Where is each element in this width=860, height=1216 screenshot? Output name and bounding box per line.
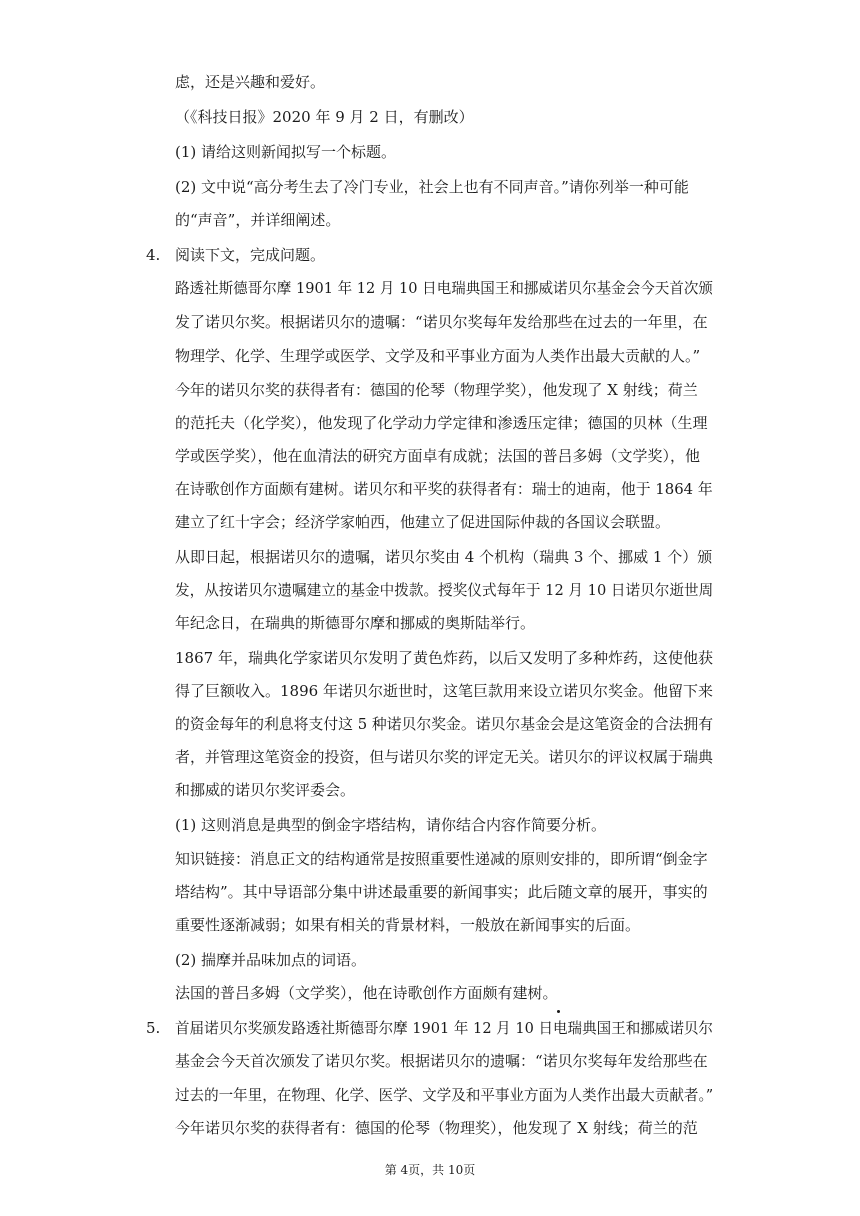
text-line: 发，从按诺贝尔遗嘱建立的基金中拨款。授奖仪式每年于 12 月 10 日诺贝尔逝世周 (175, 581, 714, 599)
emphasis-dot (557, 1010, 560, 1013)
item-number: 4. (146, 246, 161, 264)
text-line: 今年诺贝尔奖的获得者有：德国的伦琴（物理奖），他发现了 X 射线；荷兰的范 (175, 1119, 698, 1137)
citation: （《科技日报》2020 年 9 月 2 日，有删改） (175, 108, 474, 126)
question-2: (2) 揣摩并品味加点的词语。 (175, 951, 367, 969)
text-line: 1867 年，瑞典化学家诺贝尔发明了黄色炸药，以后又发明了多种炸药，这使他获 (175, 649, 713, 667)
text-line: 的资金每年的利息将支付这 5 种诺贝尔奖金。诺贝尔基金会是这笔资金的合法拥有 (175, 715, 714, 733)
page-footer: 第 4页，共 10页 (384, 1163, 476, 1177)
question-2: (2) 文中说“高分考生去了冷门专业，社会上也有不同声音。”请你列举一种可能 (175, 178, 689, 196)
text-line: 学或医学奖），他在血清法的研究方面卓有成就；法国的普吕多姆（文学奖），他 (175, 447, 701, 465)
question-1: (1) 这则消息是典型的倒金字塔结构，请你结合内容作简要分析。 (175, 816, 607, 834)
text-line: 从即日起，根据诺贝尔的遗嘱，诺贝尔奖由 4 个机构（瑞典 3 个、挪威 1 个）颁 (175, 548, 713, 566)
text-line: 发了诺贝尔奖。根据诺贝尔的遗嘱：“诺贝尔奖每年发给那些在过去的一年里，在 (175, 313, 708, 331)
text-line: 物理学、化学、生理学或医学、文学及和平事业方面为人类作出最大贡献的人。” (175, 347, 701, 365)
text-line: 知识链接：消息正文的结构通常是按照重要性递减的原则安排的，即所谓“倒金字 (175, 850, 708, 868)
item-instruction: 阅读下文，完成问题。 (175, 246, 326, 264)
text-line: 虑，还是兴趣和爱好。 (175, 73, 326, 91)
text-line: 路透社斯德哥尔摩 1901 年 12 月 10 日电瑞典国王和挪威诺贝尔基金会今天首次颁 (175, 279, 713, 297)
text-line: 建立了红十字会；经济学家帕西，他建立了促进国际仲裁的各国议会联盟。 (175, 513, 671, 531)
text-line: 重要性逐渐减弱；如果有相关的背景材料，一般放在新闻事实的后面。 (175, 916, 641, 934)
text-line: 得了巨额收入。1896 年诺贝尔逝世时，这笔巨款用来设立诺贝尔奖金。他留下来 (175, 682, 713, 700)
text-line: 在诗歌创作方面颇有建树。诺贝尔和平奖的获得者有：瑞士的迪南，他于 1864 年 (175, 480, 713, 498)
text-line: 的范托夫（化学奖），他发现了化学动力学定律和渗透压定律；德国的贝林（生理 (175, 414, 708, 432)
text-line: 和挪威的诺贝尔奖评委会。 (175, 781, 356, 799)
text-line: 基金会今天首次颁发了诺贝尔奖。根据诺贝尔的遗嘱：“诺贝尔奖每年发给那些在 (175, 1052, 708, 1070)
quoted-sentence: 法国的普吕多姆（文学奖），他在诗歌创作方面颇有建树。 (175, 984, 558, 1002)
text-line: 者，并管理这笔资金的投资，但与诺贝尔奖的评定无关。诺贝尔的评议权属于瑞典 (175, 748, 714, 766)
text-line: 塔结构”。其中导语部分集中讲述最重要的新闻事实；此后随文章的展开，事实的 (175, 883, 708, 901)
text-line: 年纪念日，在瑞典的斯德哥尔摩和挪威的奥斯陆举行。 (175, 614, 536, 632)
item-number: 5. (146, 1019, 161, 1037)
text-line: 今年的诺贝尔奖的获得者有：德国的伦琴（物理学奖），他发现了 X 射线；荷兰 (175, 381, 698, 399)
question-1: (1) 请给这则新闻拟写一个标题。 (175, 143, 397, 161)
text-line: 首届诺贝尔奖颁发路透社斯德哥尔摩 1901 年 12 月 10 日电瑞典国王和挪威诺贝尔 (175, 1019, 713, 1037)
text-line: 过去的一年里，在物理、化学、医学、文学及和平事业方面为人类作出最大贡献者。” (175, 1086, 714, 1104)
text-line: 的“声音”，并详细阐述。 (175, 211, 341, 229)
